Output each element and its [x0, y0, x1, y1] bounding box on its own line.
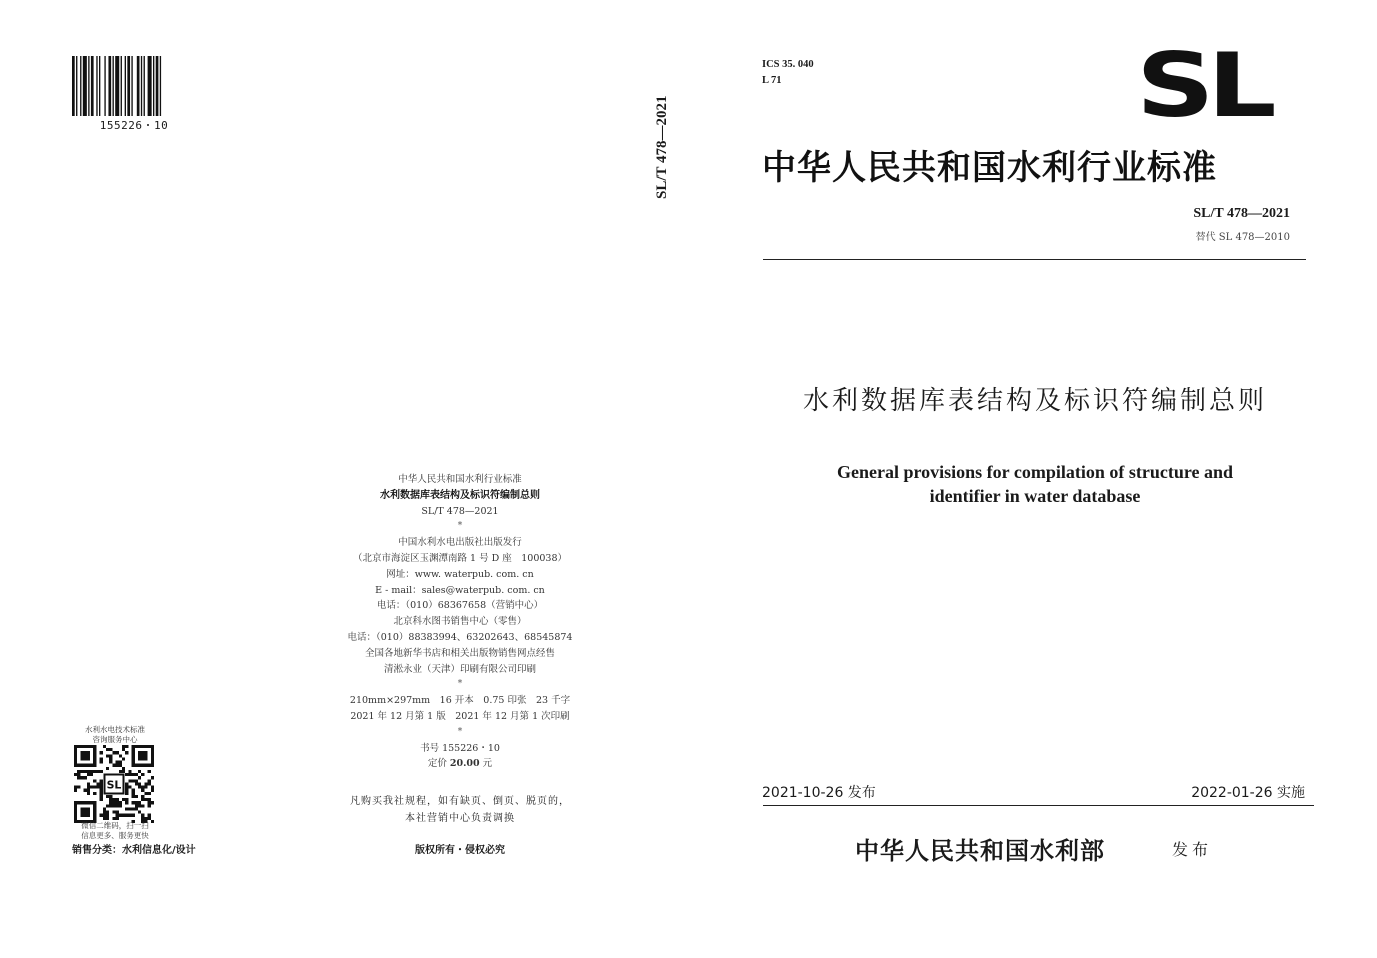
qr-center-mark: SL [106, 778, 122, 792]
ics-code: ICS 35. 040 [762, 59, 814, 70]
copyright-notice: 版权所有・侵权必究 [415, 845, 505, 856]
colophon-title: 水利数据库表结构及标识符编制总则 [380, 489, 540, 501]
publish-date: 2021-10-26 发布 [762, 785, 876, 801]
qr-caption-bottom-line-2: 信息更多、服务更快 [81, 831, 149, 840]
colophon-series: 中华人民共和国水利行业标准 [398, 474, 522, 485]
replaces-standard: 替代 SL 478—2010 [1195, 232, 1290, 243]
colophon-printer: 清淞永业（天津）印刷有限公司印刷 [383, 663, 536, 675]
title-english [762, 460, 1308, 508]
price-value: 20.00 [449, 758, 480, 770]
colophon-standard-number: SL/T 478—2021 [421, 505, 499, 517]
sl-logo: SL [1136, 34, 1270, 137]
qr-code [74, 745, 154, 823]
colophon-retail-center: 北京科水图书销售中心（零售） [393, 616, 527, 628]
colophon-email: E - mail：sales@waterpub. com. cn [375, 584, 545, 596]
classification-codes [762, 57, 814, 89]
colophon-phone-marketing: 电话：（010）68367658（营销中心） [376, 600, 544, 612]
replacement-notice [330, 793, 590, 827]
qr-caption-bottom-line-1: 微信二维码，扫一扫 [81, 821, 149, 830]
barcode [72, 56, 196, 116]
effective-date: 2022-01-26 实施 [1191, 785, 1305, 801]
issuing-authority: 中华人民共和国水利部 [855, 836, 1105, 865]
price-unit: 元 [479, 758, 493, 770]
qr-caption-bottom [72, 821, 158, 841]
standard-category-heading: 中华人民共和国水利行业标准 [762, 148, 1217, 188]
colophon-separator: * [457, 726, 463, 737]
price-label: 定价 [427, 758, 450, 770]
title-english-line-1: General provisions for compilation of structure and [837, 462, 1233, 482]
notice-line-2: 本社营销中心负责调换 [405, 813, 515, 824]
sales-category: 销售分类：水利信息化/设计 [72, 845, 196, 856]
qr-caption-top-line-1: 水利水电技术标准 [85, 725, 145, 734]
colophon-format: 210mm×297mm 16 开本 0.75 印张 23 千字 [349, 695, 571, 707]
barcode-number: 155226・10 [99, 119, 169, 132]
colophon [330, 472, 590, 772]
colophon-book-number: 书号 155226・10 [420, 742, 500, 754]
colophon-website: 网址：www. waterpub. com. cn [386, 568, 534, 580]
title-english-line-2: identifier in water database [929, 486, 1141, 506]
standard-number: SL/T 478—2021 [1193, 206, 1290, 221]
colophon-publisher: 中国水利水电出版社出版发行 [398, 537, 522, 549]
colophon-separator: * [457, 679, 463, 690]
spine-standard-number: SL/T 478—2021 [654, 95, 670, 199]
qr-caption-top [72, 725, 158, 745]
colophon-phone-retail: 电话：（010）88383994、63202643、68545874 [347, 631, 573, 643]
notice-line-1: 凡购买我社规程，如有缺页、倒页、脱页的， [350, 796, 570, 807]
issue-label: 发布 [1172, 840, 1213, 859]
ccs-code: L 71 [762, 75, 782, 86]
top-rule [763, 259, 1306, 260]
colophon-price [330, 756, 590, 772]
qr-caption-top-line-2: 咨询服务中心 [92, 735, 138, 744]
title-chinese: 水利数据库表结构及标识符编制总则 [802, 386, 1267, 416]
bottom-rule [763, 805, 1314, 806]
colophon-separator: * [457, 521, 463, 532]
colophon-address: （北京市海淀区玉渊潭南路 1 号 D 座 100038） [352, 552, 567, 564]
colophon-distribution: 全国各地新华书店和相关出版物销售网点经售 [364, 647, 555, 659]
colophon-edition: 2021 年 12 月第 1 版 2021 年 12 月第 1 次印刷 [350, 710, 570, 722]
